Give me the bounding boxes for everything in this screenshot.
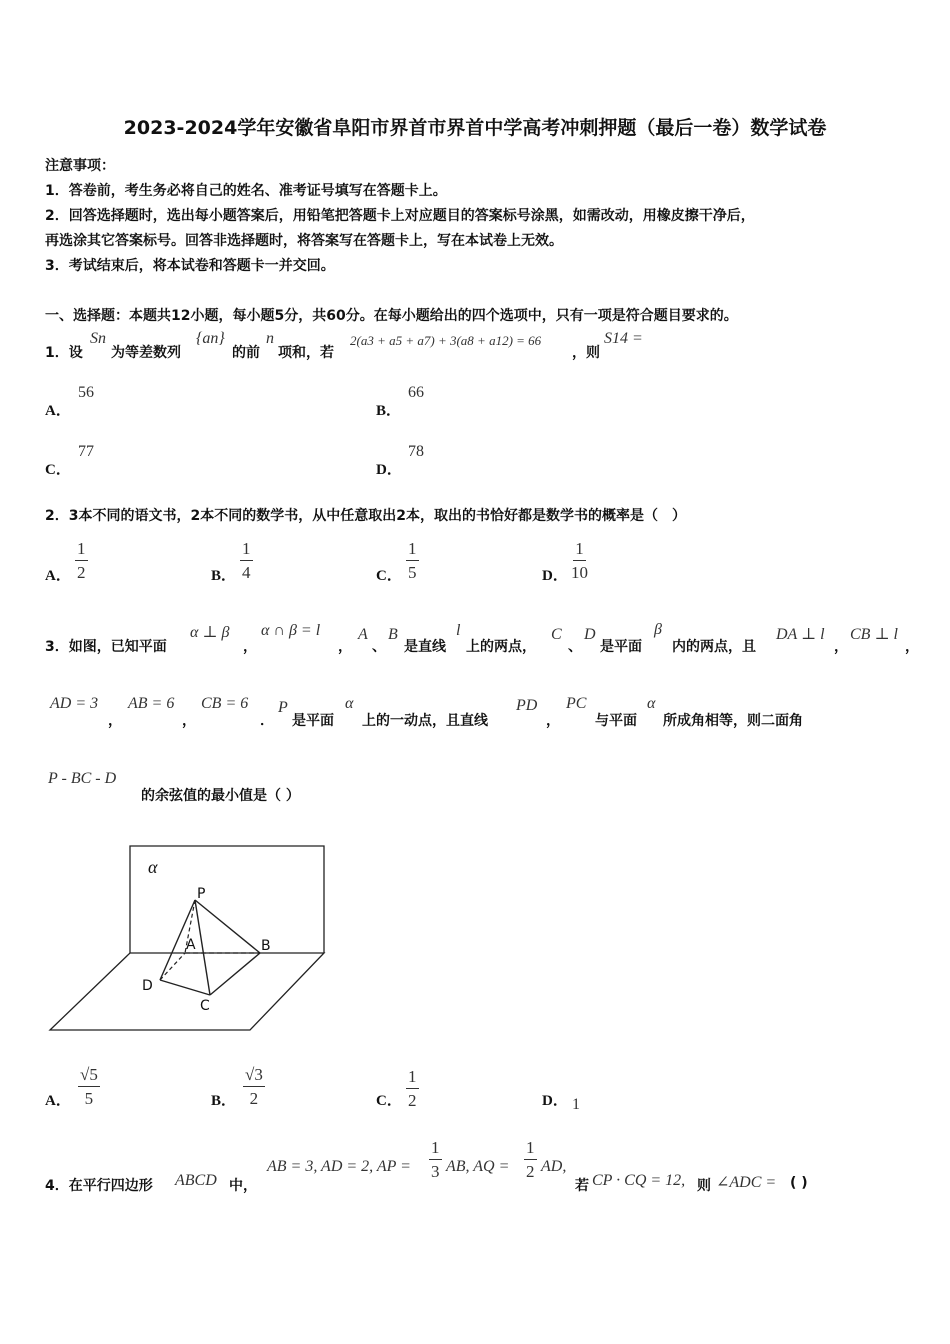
q3-option-b-label[interactable]: B． [211,1093,237,1109]
q1-option-c-value[interactable]: 77 [78,443,94,460]
notice-item-1: 1．答卷前，考生务必将自己的姓名、准考证号填写在答题卡上。 [45,183,447,199]
label-b: B [261,938,271,954]
q4-text-b: 中， [229,1178,257,1194]
q3-l1-c: ， [338,639,352,655]
q3-l2-f: ， [546,713,560,729]
q3-l2-m6: PD [516,697,538,714]
q3-figure [45,840,335,1040]
q1-option-b-label[interactable]: B． [376,403,402,419]
plane-alpha [130,846,324,953]
q3-l2-e: 上的一动点，且直线 [362,713,488,729]
q1-text-a: 1．设 [45,345,83,361]
edge-cb [210,953,260,995]
q4-given: AB = 3, AD = 2, AP = [267,1158,411,1175]
q3-l2-m2: AB = 6 [128,695,175,712]
q3-l1-m6: C [551,626,562,643]
q3-option-b-fraction[interactable]: $\frac{√3}{2}$ [245,1065,263,1108]
q3-l1-i: 内的两点，且 [672,639,756,655]
q3-l1-g: 、 [568,639,582,655]
q3-l2-m8: α [647,695,656,712]
q2-option-d-fraction[interactable]: $\frac{1}{10}$ [571,539,588,582]
q3-l2-m7: PC [566,695,587,712]
edge-dc [160,980,210,995]
plane-beta [50,953,324,1030]
q3-l2-a: ， [108,713,122,729]
q3-l1-m3: A [358,626,368,643]
q3-l1-h: 是平面 [600,639,642,655]
q1-s14: S14 = [604,330,643,347]
q3-option-a-label[interactable]: A． [45,1093,71,1109]
q1-option-d-label[interactable]: D． [376,462,402,478]
q2-option-a-fraction[interactable]: $\frac{1}{2}$ [77,539,86,582]
q4-fraction-half: $\frac{1}{2}$ [526,1138,535,1181]
q3-l1-m10: CB ⊥ l [850,626,898,643]
q3-option-d-label[interactable]: D． [542,1093,568,1109]
q1-equation: 2(a3 + a5 + a7) + 3(a8 + a12) = 66 [350,333,542,348]
q4-text-a: 4．在平行四边形 [45,1178,153,1194]
label-p: P [197,886,206,902]
q1-text-c: 的前 [232,345,260,361]
q4-abcd: ABCD [175,1172,217,1189]
q4-condition: CP · CQ = 12, [592,1172,686,1189]
q1-option-a-value[interactable]: 56 [78,384,94,401]
q3-l1-m9: DA ⊥ l [776,626,825,643]
q3-l1-j: ， [834,639,848,655]
q3-option-c-fraction[interactable]: $\frac{1}{2}$ [408,1067,417,1110]
q3-option-c-label[interactable]: C． [376,1093,402,1109]
q1-option-a-label[interactable]: A． [45,403,71,419]
q2-option-c-label[interactable]: C． [376,568,402,584]
q3-option-d-value[interactable]: 1 [572,1096,580,1113]
q1-text-b: 为等差数列 [111,345,181,361]
q3-l2-d: 是平面 [292,713,334,729]
q3-l1-m2: α ∩ β = l [261,622,321,639]
q2-option-a-label[interactable]: A． [45,568,71,584]
q3-l2-h: 所成角相等，则二面角 [663,713,803,729]
q3-l3-a: 的余弦值的最小值是（ ） [141,788,300,804]
q3-l1-m4: B [388,626,398,643]
q3-l2-m5: α [345,695,354,712]
q3-l1-b: ， [243,639,257,655]
q2-option-b-fraction[interactable]: $\frac{1}{4}$ [242,539,251,582]
q1-option-b-value[interactable]: 66 [408,384,424,401]
label-alpha: α [148,857,158,877]
q2-option-c-fraction[interactable]: $\frac{1}{5}$ [408,539,417,582]
q1-text-e: ，则 [572,345,600,361]
edge-pc [195,900,210,995]
q3-l1-m7: D [584,626,596,643]
q1-text-d: 项和，若 [278,345,334,361]
q4-angle: ∠ADC = [716,1174,777,1191]
edge-da [160,953,185,980]
q1-sn: Sn [90,330,106,347]
q3-l1-m5: l [456,622,461,639]
q1-an: {an} [196,330,225,347]
q3-l2-m3: CB = 6 [201,695,249,712]
q2-option-b-label[interactable]: B． [211,568,237,584]
notice-heading: 注意事项： [45,158,115,174]
q1-option-c-label[interactable]: C． [45,462,71,478]
q2-stem: 2．3本不同的语文书，2本不同的数学书，从中任意取出2本，取出的书恰好都是数学书的概率是（ ） [45,508,686,524]
q3-l1-f: 上的两点， [466,639,536,655]
q3-l1-e: 是直线 [404,639,446,655]
q3-option-a-fraction[interactable]: $\frac{√5}{5}$ [80,1065,98,1108]
q3-l2-g: 与平面 [595,713,637,729]
q3-l1-a: 3．如图，已知平面 [45,639,167,655]
q3-l2-c: ． [260,713,274,729]
notice-item-3: 3．考试结束后，将本试卷和答题卡一并交回。 [45,258,335,274]
q3-l1-m1: α ⊥ β [190,624,230,641]
q4-given-2: AB, AQ = [446,1158,510,1175]
q3-l2-m4: P [278,699,288,716]
label-c: C [200,998,210,1014]
q3-l1-d: 、 [372,639,386,655]
q4-fraction-third: $\frac{1}{3}$ [431,1138,440,1181]
q3-l2-b: ， [182,713,196,729]
q3-l2-m1: AD = 3 [50,695,99,712]
q4-text-c: 若 [575,1178,589,1194]
label-d: D [142,978,153,994]
edge-pb [195,900,260,953]
q4-given-3: AD, [541,1158,567,1175]
q2-option-d-label[interactable]: D． [542,568,568,584]
q3-l3-m1: P - BC - D [48,770,117,787]
section-header: 一、选择题：本题共12小题，每小题5分，共60分。在每小题给出的四个选项中，只有一项是符合题目要求的。 [45,308,738,324]
q1-n: n [266,330,274,347]
q1-option-d-value[interactable]: 78 [408,443,424,460]
page-title: 2023-2024学年安徽省阜阳市界首市界首中学高考冲刺押题（最后一卷）数学试卷 [123,117,827,139]
notice-item-2: 2．回答选择题时，选出每小题答案后，用铅笔把答题卡上对应题目的答案标号涂黑，如需改动，用橡皮擦干净后， [45,208,755,224]
label-a: A [186,937,196,953]
q3-l1-k: ， [905,639,919,655]
q3-l1-m8: β [654,621,662,638]
q4-text-e: ( ) [790,1175,808,1191]
q4-text-d: 则 [697,1178,711,1194]
notice-item-2-cont: 再选涂其它答案标号。回答非选择题时，将答案写在答题卡上，写在本试卷上无效。 [45,233,563,249]
